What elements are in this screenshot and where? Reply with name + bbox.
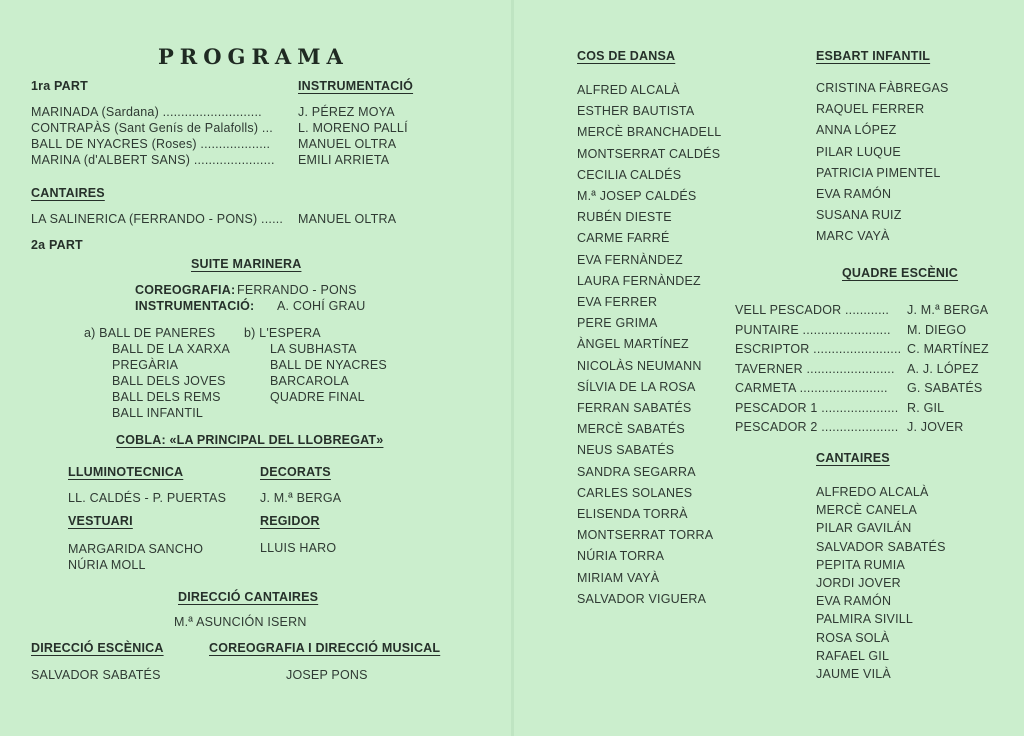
list-item: JORDI JOVER	[816, 576, 901, 591]
dance-item: LA SUBHASTA	[270, 342, 357, 356]
regidor-header: REGIDOR	[260, 514, 320, 528]
list-item: JAUME VILÀ	[816, 667, 891, 682]
page-fold	[511, 0, 514, 736]
dance-item: a) BALL DE PANERES	[84, 326, 216, 340]
list-item: EVA RAMÓN	[816, 594, 892, 609]
list-item: CARME FARRÉ	[577, 231, 670, 246]
vestuari-value: MARGARIDA SANCHO	[68, 542, 204, 556]
role-name: PESCADOR 1 .....................	[735, 400, 899, 415]
list-item: NÚRIA TORRA	[577, 549, 665, 564]
list-item: EVA FERRER	[577, 295, 658, 310]
list-item: FERRAN SABATÉS	[577, 401, 692, 416]
list-item: LAURA FERNÀNDEZ	[577, 273, 701, 288]
list-item: EVA FERNÀNDEZ	[577, 252, 683, 267]
decorats-value: J. M.ª BERGA	[260, 491, 342, 505]
direccio-escenica-value: SALVADOR SABATÉS	[31, 668, 161, 682]
list-item: ROSA SOLÀ	[816, 630, 890, 645]
cantaires-header-left: CANTAIRES	[31, 186, 105, 200]
list-item: SUSANA RUIZ	[816, 208, 902, 223]
list-item: MERCÈ SABATÉS	[577, 422, 685, 437]
part1-arranger: EMILI ARRIETA	[298, 153, 390, 167]
cantaires-header-right: CANTAIRES	[816, 451, 890, 465]
suite-dances-b	[244, 325, 387, 405]
part1-pieces	[31, 104, 275, 168]
list-item: SÍLVIA DE LA ROSA	[577, 379, 696, 394]
cantaires-piece: LA SALINERICA (FERRANDO - PONS) ......	[31, 212, 284, 226]
direccio-cantaires-value: M.ª ASUNCIÓN ISERN	[174, 615, 307, 629]
coreografia-direccio-header: COREOGRAFIA I DIRECCIÓ MUSICAL	[209, 641, 441, 655]
role-name: VELL PESCADOR ............	[735, 303, 890, 317]
instrumentacio-value: A. COHÍ GRAU	[277, 299, 366, 313]
suite-dances-a	[84, 325, 230, 421]
list-item: ELISENDA TORRÀ	[577, 507, 688, 522]
instrumentacio-header: INSTRUMENTACIÓ	[298, 79, 414, 93]
list-item: RAQUEL FERRER	[816, 102, 925, 117]
list-item: NICOLÀS NEUMANN	[577, 358, 702, 373]
direccio-cantaires-header: DIRECCIÓ CANTAIRES	[178, 590, 319, 604]
part1-arranger: J. PÉREZ MOYA	[298, 105, 395, 119]
list-item: MARC VAYÀ	[816, 229, 890, 244]
vestuari-value: NÚRIA MOLL	[68, 558, 146, 572]
cobla-line: COBLA: «LA PRINCIPAL DEL LLOBREGAT»	[116, 433, 384, 447]
part1-piece: CONTRAPÀS (Sant Genís de Palafolls) ...	[31, 121, 273, 135]
page-title: PROGRAMA	[158, 44, 349, 69]
esbart-infantil-list	[816, 78, 949, 248]
quadre-actors	[907, 301, 989, 438]
role-actor: M. DIEGO	[907, 322, 967, 337]
list-item: NEUS SABATÉS	[577, 443, 675, 458]
list-item: MERCÈ CANELA	[816, 503, 918, 518]
role-actor: G. SABATÉS	[907, 381, 983, 395]
lluminotecnica-header: LLUMINOTECNICA	[68, 465, 184, 479]
coreografia-direccio-value: JOSEP PONS	[286, 668, 368, 682]
role-actor: J. JOVER	[907, 420, 964, 434]
regidor-value: LLUIS HARO	[260, 541, 337, 555]
quadre-roles	[735, 301, 901, 438]
dance-item: BALL DELS JOVES	[112, 374, 226, 388]
list-item: SANDRA SEGARRA	[577, 464, 696, 479]
list-item: PILAR GAVILÁN	[816, 521, 912, 536]
esbart-infantil-header: ESBART INFANTIL	[816, 49, 931, 63]
cantaires-arranger: MANUEL OLTRA	[298, 212, 397, 226]
cos-de-dansa-list	[577, 80, 721, 610]
list-item: MONTSERRAT CALDÉS	[577, 146, 721, 161]
list-item: ANNA LÓPEZ	[816, 123, 897, 138]
lluminotecnica-value: LL. CALDÉS - P. PUERTAS	[68, 491, 227, 505]
suite-title: SUITE MARINERA	[191, 257, 302, 271]
dance-item: b) L'ESPERA	[244, 326, 321, 340]
list-item: RUBÉN DIESTE	[577, 210, 672, 225]
dance-item: PREGÀRIA	[112, 358, 179, 372]
list-item: PALMIRA SIVILL	[816, 612, 914, 627]
role-actor: C. MARTÍNEZ	[907, 342, 989, 356]
list-item: PERE GRIMA	[577, 316, 658, 331]
cantaires-list	[816, 483, 946, 683]
list-item: MERCÈ BRANCHADELL	[577, 125, 722, 140]
role-actor: J. M.ª BERGA	[907, 303, 989, 317]
list-item: EVA RAMÓN	[816, 187, 892, 202]
dance-item: BALL INFANTIL	[112, 406, 204, 420]
role-name: TAVERNER ........................	[735, 361, 895, 376]
quadre-escenic-header: QUADRE ESCÈNIC	[842, 266, 959, 280]
part1-label: 1ra PART	[31, 79, 88, 93]
part1-piece: MARINA (d'ALBERT SANS) ......................	[31, 153, 275, 167]
vestuari-header: VESTUARI	[68, 514, 133, 528]
coreografia-value: FERRANDO - PONS	[237, 283, 357, 297]
dance-item: BALL DE NYACRES	[270, 358, 387, 372]
list-item: RAFAEL GIL	[816, 648, 890, 663]
role-actor: R. GIL	[907, 400, 945, 415]
list-item: SALVADOR VIGUERA	[577, 591, 707, 606]
cos-de-dansa-header: COS DE DANSA	[577, 49, 676, 63]
list-item: ESTHER BAUTISTA	[577, 104, 695, 119]
dance-item: QUADRE FINAL	[270, 390, 365, 404]
role-name: PESCADOR 2 .....................	[735, 420, 899, 434]
decorats-header: DECORATS	[260, 465, 331, 479]
part1-piece: MARINADA (Sardana) ...........................	[31, 105, 262, 119]
list-item: CARLES SOLANES	[577, 485, 693, 500]
dance-item: BALL DE LA XARXA	[112, 342, 231, 356]
role-name: CARMETA ........................	[735, 381, 888, 395]
list-item: CECILIA CALDÉS	[577, 167, 682, 182]
list-item: ALFRED ALCALÀ	[577, 83, 680, 97]
list-item: ALFREDO ALCALÀ	[816, 485, 929, 499]
part1-arranger: MANUEL OLTRA	[298, 137, 397, 151]
direccio-escenica-header: DIRECCIÓ ESCÈNICA	[31, 641, 164, 655]
list-item: MIRIAM VAYÀ	[577, 570, 660, 585]
coreografia-label: COREOGRAFIA:	[135, 283, 236, 297]
instrumentacio-label: INSTRUMENTACIÓ:	[135, 299, 255, 313]
dance-item: BARCAROLA	[270, 374, 349, 388]
list-item: SALVADOR SABATÉS	[816, 539, 946, 554]
list-item: PILAR LUQUE	[816, 144, 901, 159]
part1-arrangers	[298, 104, 408, 168]
list-item: M.ª JOSEP CALDÉS	[577, 189, 697, 204]
role-name: PUNTAIRE ........................	[735, 322, 891, 337]
role-actor: A. J. LÓPEZ	[907, 361, 979, 376]
part1-piece: BALL DE NYACRES (Roses) ...................	[31, 137, 271, 151]
list-item: CRISTINA FÀBREGAS	[816, 81, 949, 95]
role-name: ESCRIPTOR ........................	[735, 342, 902, 356]
part1-arranger: L. MORENO PALLÍ	[298, 121, 408, 135]
part2-label: 2a PART	[31, 238, 83, 252]
vestuari-values	[68, 541, 203, 573]
list-item: MONTSERRAT TORRA	[577, 528, 714, 543]
dance-item: BALL DELS REMS	[112, 390, 221, 404]
list-item: ÀNGEL MARTÍNEZ	[577, 337, 689, 352]
list-item: PATRICIA PIMENTEL	[816, 165, 941, 180]
list-item: PEPITA RUMIA	[816, 557, 905, 572]
